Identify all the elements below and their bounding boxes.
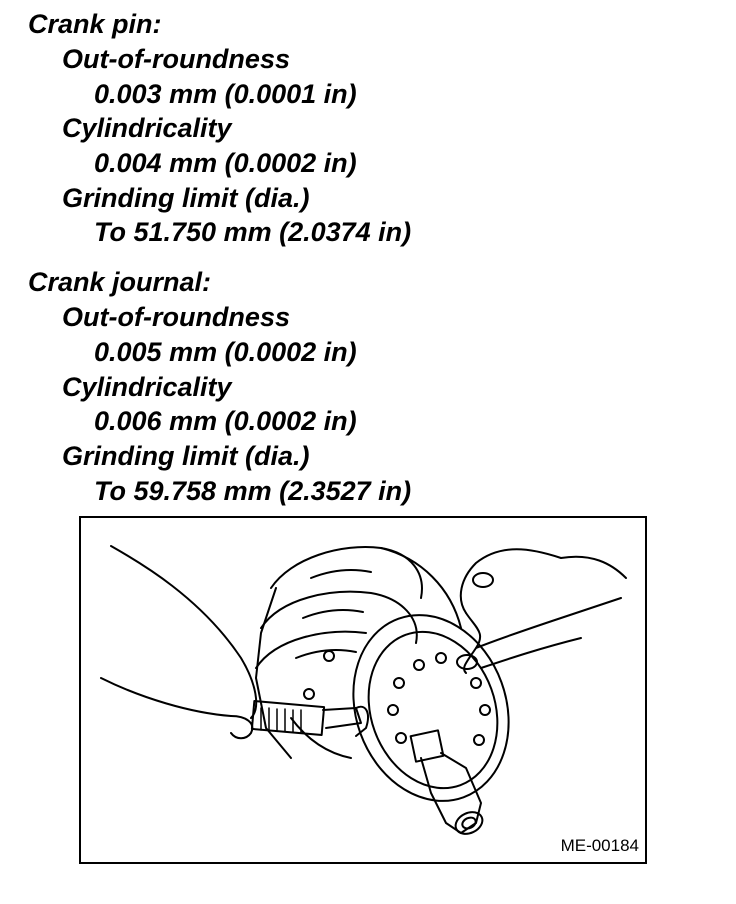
crank-journal-cylindricality-value: 0.006 mm (0.0002 in)	[94, 406, 357, 436]
crank-pin-heading: Crank pin:	[28, 9, 162, 39]
crank-pin-grinding-limit-value: To 51.750 mm (2.0374 in)	[94, 217, 412, 247]
crankshaft-measurement-figure	[79, 516, 647, 864]
left-hand-micrometer	[101, 546, 368, 738]
crankshaft-flange	[328, 593, 534, 823]
crankshaft-micrometer-illustration	[81, 518, 645, 862]
crank-pin-cylindricality-label: Cylindricality	[62, 113, 232, 143]
figure-id-label: ME-00184	[560, 836, 639, 855]
crank-pin-out-of-roundness-label: Out-of-roundness	[62, 44, 290, 74]
crank-journal-heading: Crank journal:	[28, 267, 212, 297]
crank-pin-out-of-roundness-value: 0.003 mm (0.0001 in)	[94, 79, 357, 109]
crank-journal-grinding-limit-value: To 59.758 mm (2.3527 in)	[94, 476, 412, 506]
crank-pin-grinding-limit-label: Grinding limit (dia.)	[62, 183, 310, 213]
crank-journal-out-of-roundness-value: 0.005 mm (0.0002 in)	[94, 337, 357, 367]
crank-journal-cylindricality-label: Cylindricality	[62, 372, 232, 402]
right-hand	[457, 549, 626, 673]
crank-pin-cylindricality-value: 0.004 mm (0.0002 in)	[94, 148, 357, 178]
crank-journal-out-of-roundness-label: Out-of-roundness	[62, 302, 290, 332]
crank-journal-grinding-limit-label: Grinding limit (dia.)	[62, 441, 310, 471]
